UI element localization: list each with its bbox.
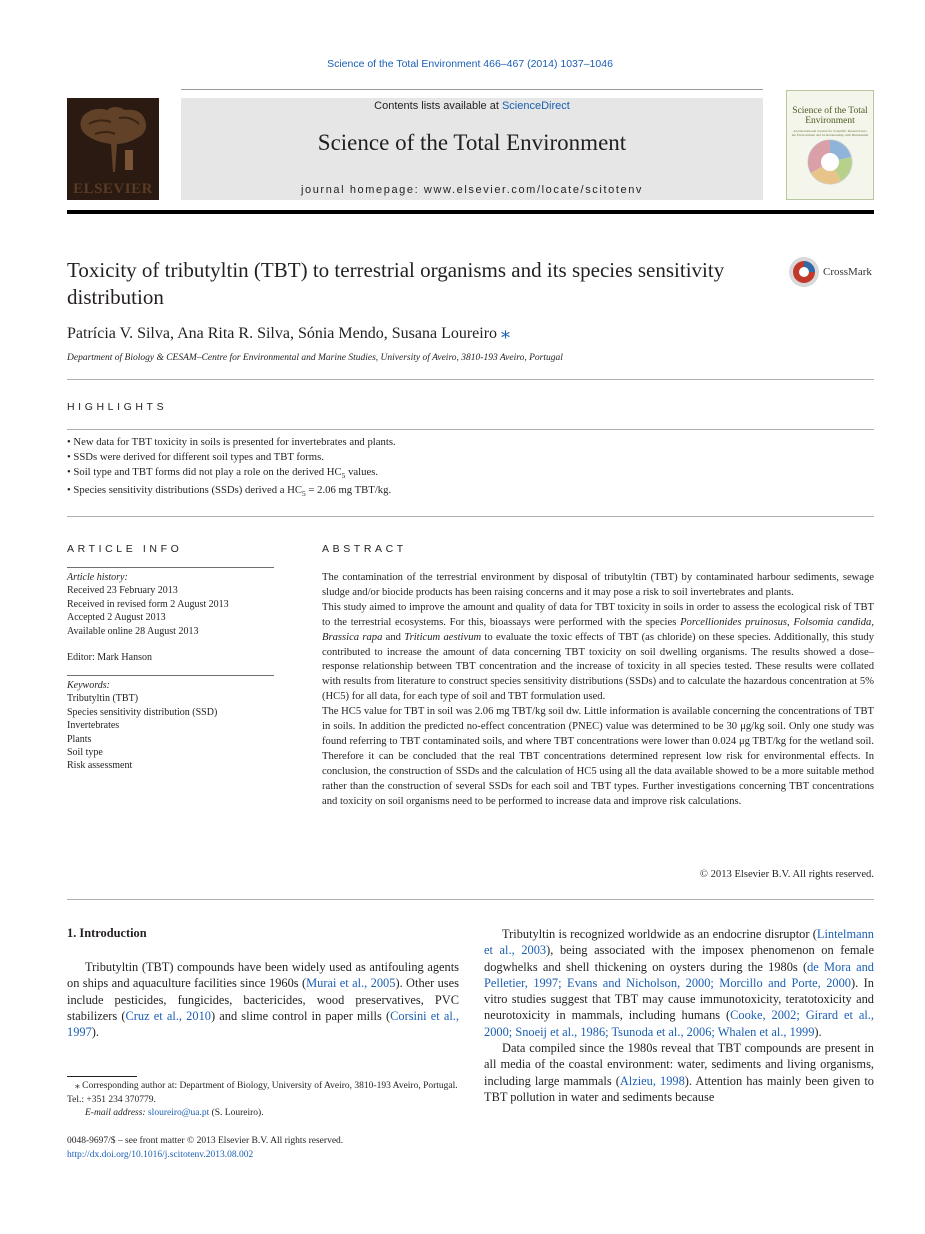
journal-homepage[interactable]: journal homepage: www.elsevier.com/locate/scitotenv bbox=[300, 184, 644, 196]
author-list bbox=[67, 322, 510, 343]
history-label: Article history: bbox=[67, 572, 128, 583]
email-link[interactable]: sloureiro@ua.pt bbox=[147, 1108, 210, 1118]
abstract-copyright: © 2013 Elsevier B.V. All rights reserved. bbox=[699, 869, 874, 880]
article-title: Toxicity of tributyltin (TBT) to terrestrial organisms and its species sensitivity distribution bbox=[67, 258, 725, 309]
masthead-banner bbox=[181, 98, 763, 200]
keyword: Plants bbox=[67, 733, 92, 745]
reference-link[interactable]: Murai et al., 2005 bbox=[306, 976, 396, 991]
reference-link[interactable]: de Mora and Pelletier, 1997; Evans and Nicholson, 2000; Morcillo and Porte, 2000 bbox=[484, 959, 875, 990]
reference-link[interactable]: Cooke, 2002; Girard et al., 2000; Snoeij et al., 1986; Tsunoda et al., 2006; Whalen et al., 1999 bbox=[484, 1008, 874, 1039]
masthead-divider bbox=[181, 89, 763, 90]
crossmark-icon bbox=[788, 256, 820, 288]
elsevier-wordmark: ELSEVIER bbox=[73, 181, 153, 197]
abstract-heading: ABSTRACT bbox=[322, 543, 407, 555]
divider bbox=[67, 429, 874, 430]
highlight-item: • Soil type and TBT forms did not play a role on the derived $HC_5$ values. bbox=[67, 466, 379, 481]
cover-subtitle: An International Journal for Scientific Research into the Environment and its Relationship with Humankind bbox=[791, 129, 869, 137]
front-matter: 0048-9697/$ – see front matter © 2013 Elsevier B.V. All rights reserved. bbox=[67, 1136, 344, 1146]
intro-left-column bbox=[67, 959, 459, 1040]
sciencedirect-link[interactable]: ScienceDirect bbox=[501, 100, 570, 112]
divider bbox=[67, 379, 874, 380]
editor: Editor: Mark Hanson bbox=[67, 652, 152, 664]
divider bbox=[67, 899, 874, 900]
abstract-paragraph: The HC5 value for TBT in soil was 2.06 mg TBT/kg soil dw. Little information is available concerning the concentrations of TBT in soils. In addition the predicted no-effect concentration (PNEC) value was determined to be 30 μg/kg soil. Only one study was found referring to TBT contaminated soils, and where TBT concentrations were lower than 0.024 μg TBT/kg for the wetland soil. Therefore it can be concluded that the real TBT concentrations determined represent low risk for environmental effects. In conclusion, the construction of SSDs and the calculation of HC5 using all the data available showed to be a more suitable method rather than the construction of several SSDs for each soil and TBT types. Further investigations concerning TBT concentrations and toxicity on soil organisms need to be performed to increase data and improve risk calculations. bbox=[322, 706, 874, 807]
corresponding-author-note: ⁎ Corresponding author at: Department of Biology, University of Aveiro, 3810-193 Aveiro, Portugal. Tel.: +351 234 370779. bbox=[67, 1081, 458, 1105]
keyword: Species sensitivity distribution (SSD) bbox=[67, 706, 218, 718]
abstract-body bbox=[322, 571, 874, 810]
highlight-item: • SSDs were derived for different soil types and TBT forms. bbox=[67, 451, 324, 463]
doi-link[interactable]: http://dx.doi.org/10.1016/j.scitotenv.2013.08.002 bbox=[67, 1150, 254, 1160]
keywords bbox=[67, 679, 274, 773]
keyword: Invertebrates bbox=[67, 720, 120, 732]
history-received: Received 23 February 2013 bbox=[67, 585, 178, 597]
corresponding-author-mark[interactable]: ⁎ bbox=[501, 322, 511, 342]
elsevier-tree-icon bbox=[75, 104, 151, 174]
intro-paragraph: Tributyltin (TBT) compounds have been widely used as antifouling agents on ships and aquaculture facilities since 1960s (Murai et al., 2005). Other uses include pesticides, fungicides, bactericides, wood preservatives, PVC stabilizers (Cruz et al., 2010) and slime control in paper mills (Corsini et al., 1997). bbox=[67, 960, 459, 1040]
affiliation: Department of Biology & CESAM–Centre for Environmental and Marine Studies, University of Aveiro, 3810-193 Aveiro, Portugal bbox=[67, 353, 563, 363]
issn-line bbox=[67, 1134, 343, 1162]
highlight-item: • New data for TBT toxicity in soils is presented for invertebrates and plants. bbox=[67, 436, 396, 448]
authors-text: Patrícia V. Silva, Ana Rita R. Silva, Sónia Mendo, Susana Loureiro bbox=[67, 325, 498, 342]
footnote-rule bbox=[67, 1076, 137, 1077]
email-note: E-mail address: sloureiro@ua.pt (S. Loureiro). bbox=[85, 1108, 264, 1118]
divider bbox=[67, 516, 874, 517]
highlight-item: • Species sensitivity distributions (SSDs) derived a $HC_5 = 2.06$ mg TBT/kg. bbox=[67, 484, 392, 499]
abstract-paragraph: This study aimed to improve the amount and quality of data for TBT toxicity in soils in order to assess the ecological risk of TBT to the terrestrial ecosystems. For this, bioassays were performed with the species Porcellionides pruinosus, Folsomia candida, Brassica rapa and Triticum aestivum to evaluate the toxic effects of TBT (as chloride) on these species. Additionally, this study contributed to increase the amount of data concerning TBT toxicity on soil dwelling organisms. The results showed a dose–response relationship between TBT concentration and the increase of toxicity in all species tested. These results were collated with results from literature to construct species sensitivity distributions (SSDs) and to calculate the hazardous concentration at 5% (HC5) for all data, for each type of soil and TBT formulation used. bbox=[322, 601, 875, 703]
elsevier-logo bbox=[67, 98, 159, 200]
article-history bbox=[67, 571, 274, 664]
crossmark-badge[interactable] bbox=[788, 256, 878, 290]
abstract-paragraph: The contamination of the terrestrial environment by disposal of tributyltin (TBT) by contaminated harbour sediments, sewage sludge and/or biocide products has been raising concerns and it may pose a risk to soil invertebrates and plants. bbox=[322, 572, 874, 598]
reference-link[interactable]: Corsini et al., 1997 bbox=[67, 1008, 459, 1040]
history-revised: Received in revised form 2 August 2013 bbox=[67, 598, 229, 610]
header-rule bbox=[67, 210, 874, 214]
contents-line bbox=[181, 100, 763, 112]
reference-link[interactable]: Lintelmann et al., 2003 bbox=[484, 927, 874, 958]
section-heading: 1. Introduction bbox=[67, 926, 147, 940]
intro-paragraph: Data compiled since the 1980s reveal that TBT compounds are present in all media of the coastal environment: water, sediments and living organisms, including large mammals (Alzieu, 1998). Attention has mainly been given to TBT pollution in water and sediments because bbox=[484, 1041, 874, 1104]
keyword: Soil type bbox=[67, 747, 103, 759]
journal-citation-link[interactable]: Science of the Total Environment 466–467 (2014) 1037–1046 bbox=[327, 58, 613, 70]
crossmark-label: CrossMark bbox=[823, 266, 872, 278]
keywords-label: Keywords: bbox=[67, 680, 110, 691]
intro-right-column bbox=[484, 926, 874, 1105]
reference-link[interactable]: Alzieu, 1998 bbox=[619, 1073, 685, 1088]
contents-prefix: Contents lists available at bbox=[374, 100, 502, 112]
reference-link[interactable]: Cruz et al., 2010 bbox=[125, 1008, 211, 1023]
keyword: Tributyltin (TBT) bbox=[67, 693, 139, 705]
highlights-heading: HIGHLIGHTS bbox=[67, 401, 168, 413]
cover-title: Science of the Total Environment bbox=[792, 106, 868, 126]
keyword: Risk assessment bbox=[67, 760, 133, 772]
footnote bbox=[67, 1080, 459, 1121]
journal-cover[interactable] bbox=[786, 90, 874, 200]
intro-paragraph: Tributyltin is recognized worldwide as an endocrine disruptor (Lintelmann et al., 2003), being associated with the imposex phenomenon on female dogwhelks and shell thickening on oysters during the 1980s (de Mora and Pelletier, 1997; Evans and Nicholson, 2000; Morcillo and Porte, 2000). In vitro studies suggest that TBT may cause immunotoxicity, teratotoxicity and neurotoxicity in mammals, including humans (Cooke, 2002; Girard et al., 2000; Snoeij et al., 1986; Tsunoda et al., 2006; Whalen et al., 1999). bbox=[484, 927, 875, 1039]
history-accepted: Accepted 2 August 2013 bbox=[67, 612, 166, 624]
divider bbox=[67, 675, 274, 676]
article-info-heading: ARTICLE INFO bbox=[67, 543, 183, 555]
divider bbox=[67, 567, 274, 568]
highlights-list bbox=[67, 435, 396, 501]
journal-title: Science of the Total Environment bbox=[317, 130, 627, 155]
history-online: Available online 28 August 2013 bbox=[67, 625, 199, 637]
cover-graphic-icon bbox=[805, 137, 855, 187]
